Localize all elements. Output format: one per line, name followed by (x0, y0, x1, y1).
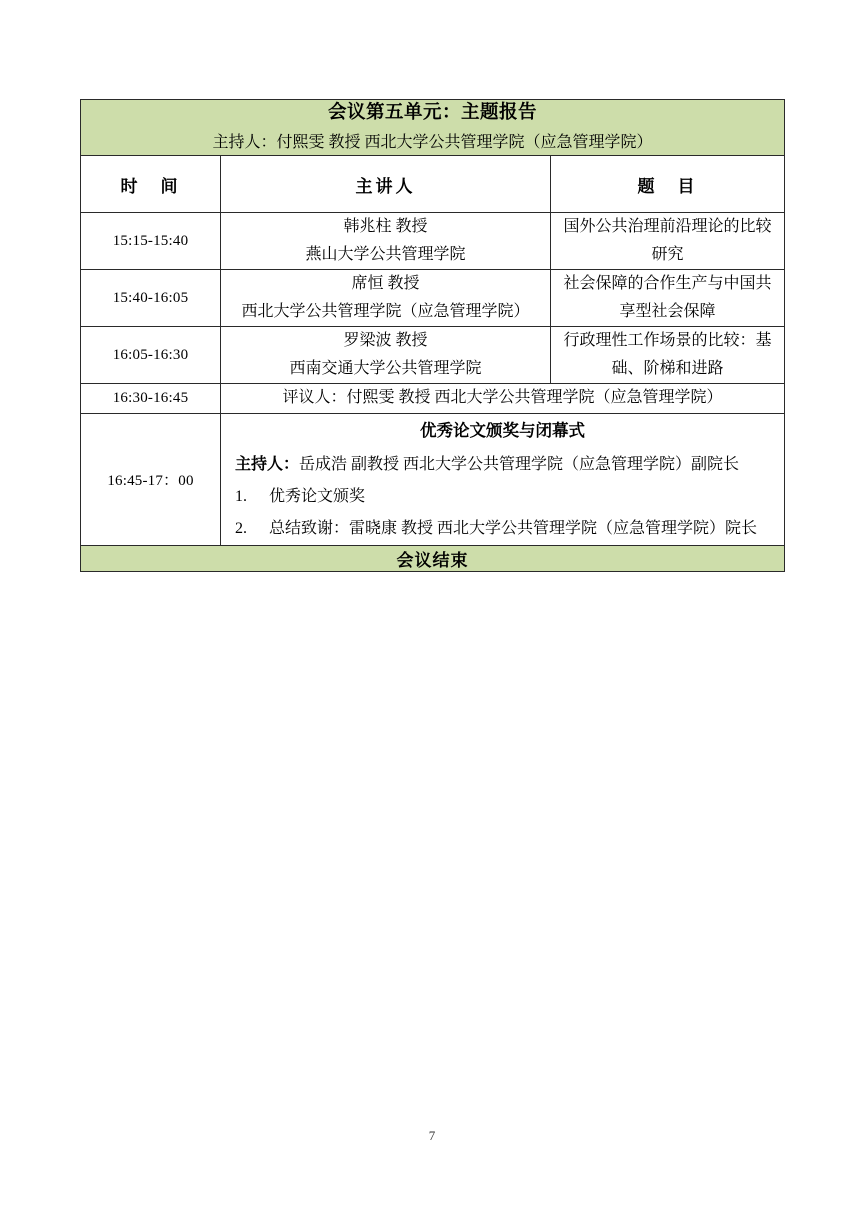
row-speaker-name: 席恒 教授 (351, 275, 420, 293)
table-row (81, 213, 785, 270)
row-speaker-name: 罗梁波 教授 (343, 332, 428, 350)
closing-content (221, 414, 785, 546)
row-topic-line2: 享型社会保障 (619, 303, 716, 321)
end-banner: 会议结束 (81, 546, 785, 572)
closing-item-number: 2. (235, 520, 247, 538)
header-speaker: 主讲人 (221, 156, 551, 213)
row-topic (551, 270, 785, 327)
closing-time: 16:45-17：00 (81, 414, 221, 546)
row-topic-line1: 国外公共治理前沿理论的比较 (563, 218, 772, 236)
section-banner-title: 会议第五单元：主题报告 (328, 103, 538, 123)
row-topic-line1: 行政理性工作场景的比较：基 (563, 332, 772, 350)
row-topic-line2: 础、阶梯和进路 (611, 360, 724, 378)
header-topic: 题 目 (551, 156, 785, 213)
list-item (221, 513, 784, 545)
row-topic (551, 327, 785, 384)
closing-item-text: 总结致谢：雷晓康 教授 西北大学公共管理学院（应急管理学院）院长 (269, 520, 758, 538)
row-speaker-name: 韩兆柱 教授 (343, 218, 428, 236)
list-item (221, 481, 784, 513)
row-speaker (221, 327, 551, 384)
section-banner-host: 主持人：付熙雯 教授 西北大学公共管理学院（应急管理学院） (212, 133, 653, 151)
closing-host (221, 449, 784, 481)
row-speaker-affiliation: 燕山大学公共管理学院 (305, 246, 466, 264)
closing-host-label: 主持人： (235, 456, 300, 474)
review-content: 评议人：付熙雯 教授 西北大学公共管理学院（应急管理学院） (221, 384, 785, 414)
row-time: 16:05-16:30 (81, 327, 221, 384)
row-topic-line2: 研究 (651, 246, 684, 264)
closing-item-text: 优秀论文颁奖 (269, 488, 366, 506)
end-banner-row (81, 546, 785, 572)
row-speaker-affiliation: 西北大学公共管理学院（应急管理学院） (241, 303, 530, 321)
review-row (81, 384, 785, 414)
closing-title: 优秀论文颁奖与闭幕式 (420, 421, 585, 441)
review-time: 16:30-16:45 (81, 384, 221, 414)
section-banner-cell (81, 100, 785, 156)
closing-item-list (221, 481, 784, 545)
row-speaker (221, 270, 551, 327)
closing-row (81, 414, 785, 546)
row-topic-line1: 社会保障的合作生产与中国共 (563, 275, 772, 293)
table-header-row (81, 156, 785, 213)
row-speaker-affiliation: 西南交通大学公共管理学院 (289, 360, 482, 378)
closing-item-number: 1. (235, 488, 247, 506)
row-time: 15:40-16:05 (81, 270, 221, 327)
header-time: 时 间 (81, 156, 221, 213)
closing-host-text: 岳成浩 副教授 西北大学公共管理学院（应急管理学院）副院长 (299, 456, 740, 474)
row-time: 15:15-15:40 (81, 213, 221, 270)
conference-agenda-table (80, 99, 785, 572)
row-topic (551, 213, 785, 270)
row-speaker (221, 213, 551, 270)
section-banner-row (81, 100, 785, 156)
page-number: 7 (428, 1128, 436, 1143)
table-row (81, 270, 785, 327)
table-row (81, 327, 785, 384)
